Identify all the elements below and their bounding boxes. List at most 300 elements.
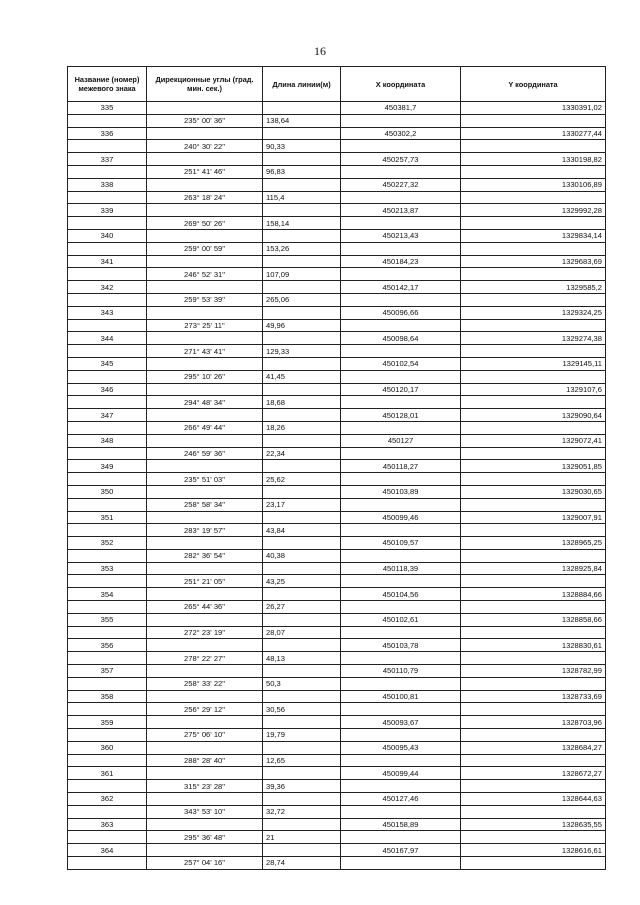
direction-angle-cell bbox=[147, 204, 263, 217]
point-name-cell bbox=[68, 780, 147, 793]
header-length: Длина линии(м) bbox=[263, 67, 341, 102]
x-coordinate-cell: 450257,73 bbox=[341, 153, 461, 166]
line-length-cell: 129,33 bbox=[263, 345, 341, 358]
direction-angle-cell bbox=[147, 281, 263, 294]
line-length-cell bbox=[263, 127, 341, 140]
segment-row bbox=[68, 345, 606, 358]
point-row bbox=[68, 818, 606, 831]
line-length-cell: 138,64 bbox=[263, 114, 341, 127]
point-name-cell bbox=[68, 524, 147, 537]
direction-angle-cell bbox=[147, 767, 263, 780]
line-length-cell: 19,79 bbox=[263, 729, 341, 742]
point-name-cell: 351 bbox=[68, 511, 147, 524]
line-length-cell: 28,07 bbox=[263, 626, 341, 639]
x-coordinate-cell: 450158,89 bbox=[341, 818, 461, 831]
point-name-cell bbox=[68, 729, 147, 742]
x-coordinate-cell: 450128,01 bbox=[341, 409, 461, 422]
x-coordinate-cell bbox=[341, 345, 461, 358]
point-name-cell bbox=[68, 805, 147, 818]
direction-angle-cell bbox=[147, 665, 263, 678]
direction-angle-cell: 273° 25' 11" bbox=[147, 319, 263, 332]
x-coordinate-cell: 450120,17 bbox=[341, 383, 461, 396]
segment-row bbox=[68, 140, 606, 153]
y-coordinate-cell: 1328858,66 bbox=[461, 613, 606, 626]
x-coordinate-cell bbox=[341, 114, 461, 127]
y-coordinate-cell bbox=[461, 140, 606, 153]
y-coordinate-cell: 1329007,91 bbox=[461, 511, 606, 524]
point-name-cell: 347 bbox=[68, 409, 147, 422]
x-coordinate-cell bbox=[341, 140, 461, 153]
point-row bbox=[68, 229, 606, 242]
x-coordinate-cell bbox=[341, 447, 461, 460]
x-coordinate-cell bbox=[341, 575, 461, 588]
page-number: 16 bbox=[314, 44, 326, 58]
point-name-cell bbox=[68, 217, 147, 230]
point-name-cell: 359 bbox=[68, 716, 147, 729]
y-coordinate-cell bbox=[461, 165, 606, 178]
x-coordinate-cell bbox=[341, 421, 461, 434]
direction-angle-cell bbox=[147, 229, 263, 242]
point-row bbox=[68, 204, 606, 217]
point-row bbox=[68, 588, 606, 601]
direction-angle-cell: 315° 23' 28" bbox=[147, 780, 263, 793]
table-body bbox=[68, 102, 606, 870]
direction-angle-cell: 258° 58' 34" bbox=[147, 498, 263, 511]
line-length-cell bbox=[263, 178, 341, 191]
x-coordinate-cell: 450227,32 bbox=[341, 178, 461, 191]
point-name-cell bbox=[68, 140, 147, 153]
segment-row bbox=[68, 805, 606, 818]
point-name-cell bbox=[68, 498, 147, 511]
x-coordinate-cell: 450118,27 bbox=[341, 460, 461, 473]
point-row bbox=[68, 716, 606, 729]
direction-angle-cell: 240° 30' 22" bbox=[147, 140, 263, 153]
x-coordinate-cell: 450213,43 bbox=[341, 229, 461, 242]
direction-angle-cell bbox=[147, 511, 263, 524]
x-coordinate-cell: 450103,78 bbox=[341, 639, 461, 652]
line-length-cell: 153,26 bbox=[263, 242, 341, 255]
point-name-cell: 348 bbox=[68, 434, 147, 447]
direction-angle-cell bbox=[147, 613, 263, 626]
x-coordinate-cell bbox=[341, 677, 461, 690]
y-coordinate-cell bbox=[461, 345, 606, 358]
point-row bbox=[68, 613, 606, 626]
direction-angle-cell: 295° 10' 26" bbox=[147, 370, 263, 383]
direction-angle-cell bbox=[147, 102, 263, 115]
y-coordinate-cell bbox=[461, 729, 606, 742]
point-name-cell bbox=[68, 473, 147, 486]
y-coordinate-cell: 1330106,89 bbox=[461, 178, 606, 191]
line-length-cell bbox=[263, 690, 341, 703]
x-coordinate-cell bbox=[341, 268, 461, 281]
line-length-cell bbox=[263, 793, 341, 806]
point-name-cell: 338 bbox=[68, 178, 147, 191]
point-row bbox=[68, 434, 606, 447]
y-coordinate-cell: 1328884,66 bbox=[461, 588, 606, 601]
segment-row bbox=[68, 626, 606, 639]
point-name-cell: 346 bbox=[68, 383, 147, 396]
direction-angle-cell: 275° 06' 10" bbox=[147, 729, 263, 742]
segment-row bbox=[68, 473, 606, 486]
direction-angle-cell bbox=[147, 844, 263, 857]
line-length-cell: 115,4 bbox=[263, 191, 341, 204]
line-length-cell: 28,74 bbox=[263, 857, 341, 870]
line-length-cell bbox=[263, 204, 341, 217]
x-coordinate-cell bbox=[341, 626, 461, 639]
segment-row bbox=[68, 857, 606, 870]
y-coordinate-cell bbox=[461, 293, 606, 306]
line-length-cell bbox=[263, 383, 341, 396]
y-coordinate-cell bbox=[461, 831, 606, 844]
line-length-cell: 30,56 bbox=[263, 703, 341, 716]
x-coordinate-cell bbox=[341, 370, 461, 383]
y-coordinate-cell: 1330391,02 bbox=[461, 102, 606, 115]
point-row bbox=[68, 639, 606, 652]
line-length-cell: 265,06 bbox=[263, 293, 341, 306]
line-length-cell bbox=[263, 229, 341, 242]
point-name-cell bbox=[68, 268, 147, 281]
x-coordinate-cell: 450099,46 bbox=[341, 511, 461, 524]
y-coordinate-cell: 1328644,63 bbox=[461, 793, 606, 806]
line-length-cell: 12,65 bbox=[263, 754, 341, 767]
y-coordinate-cell bbox=[461, 268, 606, 281]
direction-angle-cell: 256° 29' 12" bbox=[147, 703, 263, 716]
point-name-cell bbox=[68, 191, 147, 204]
x-coordinate-cell: 450095,43 bbox=[341, 741, 461, 754]
line-length-cell bbox=[263, 767, 341, 780]
header-angle: Дирекционные углы (град. мин. сек.) bbox=[147, 67, 263, 102]
line-length-cell bbox=[263, 665, 341, 678]
y-coordinate-cell bbox=[461, 242, 606, 255]
line-length-cell bbox=[263, 306, 341, 319]
point-name-cell bbox=[68, 319, 147, 332]
point-row bbox=[68, 511, 606, 524]
y-coordinate-cell: 1330198,82 bbox=[461, 153, 606, 166]
x-coordinate-cell bbox=[341, 805, 461, 818]
line-length-cell: 40,38 bbox=[263, 549, 341, 562]
x-coordinate-cell: 450098,64 bbox=[341, 332, 461, 345]
segment-row bbox=[68, 217, 606, 230]
boundary-coordinates-table bbox=[67, 66, 606, 870]
point-name-cell bbox=[68, 575, 147, 588]
segment-row bbox=[68, 370, 606, 383]
segment-row bbox=[68, 575, 606, 588]
point-row bbox=[68, 844, 606, 857]
segment-row bbox=[68, 165, 606, 178]
point-name-cell bbox=[68, 396, 147, 409]
direction-angle-cell: 271° 43' 41" bbox=[147, 345, 263, 358]
direction-angle-cell bbox=[147, 741, 263, 754]
point-name-cell bbox=[68, 601, 147, 614]
point-name-cell bbox=[68, 703, 147, 716]
direction-angle-cell: 266° 49' 44" bbox=[147, 421, 263, 434]
point-row bbox=[68, 665, 606, 678]
line-length-cell bbox=[263, 460, 341, 473]
point-name-cell: 363 bbox=[68, 818, 147, 831]
segment-row bbox=[68, 780, 606, 793]
y-coordinate-cell bbox=[461, 319, 606, 332]
x-coordinate-cell: 450184,23 bbox=[341, 255, 461, 268]
x-coordinate-cell bbox=[341, 549, 461, 562]
line-length-cell: 43,25 bbox=[263, 575, 341, 588]
direction-angle-cell bbox=[147, 793, 263, 806]
segment-row bbox=[68, 421, 606, 434]
direction-angle-cell bbox=[147, 460, 263, 473]
point-name-cell bbox=[68, 370, 147, 383]
y-coordinate-cell: 1328965,25 bbox=[461, 537, 606, 550]
point-name-cell: 343 bbox=[68, 306, 147, 319]
segment-row bbox=[68, 601, 606, 614]
direction-angle-cell: 235° 51' 03" bbox=[147, 473, 263, 486]
segment-row bbox=[68, 191, 606, 204]
line-length-cell: 23,17 bbox=[263, 498, 341, 511]
y-coordinate-cell bbox=[461, 370, 606, 383]
y-coordinate-cell: 1329072,41 bbox=[461, 434, 606, 447]
x-coordinate-cell: 450109,57 bbox=[341, 537, 461, 550]
point-name-cell: 345 bbox=[68, 357, 147, 370]
point-name-cell: 337 bbox=[68, 153, 147, 166]
x-coordinate-cell bbox=[341, 857, 461, 870]
segment-row bbox=[68, 396, 606, 409]
y-coordinate-cell bbox=[461, 703, 606, 716]
point-row bbox=[68, 537, 606, 550]
point-row bbox=[68, 690, 606, 703]
line-length-cell bbox=[263, 716, 341, 729]
y-coordinate-cell: 1328672,27 bbox=[461, 767, 606, 780]
y-coordinate-cell: 1328830,61 bbox=[461, 639, 606, 652]
y-coordinate-cell: 1328684,27 bbox=[461, 741, 606, 754]
direction-angle-cell: 283° 19' 57" bbox=[147, 524, 263, 537]
point-row bbox=[68, 357, 606, 370]
line-length-cell: 50,3 bbox=[263, 677, 341, 690]
x-coordinate-cell bbox=[341, 191, 461, 204]
line-length-cell bbox=[263, 255, 341, 268]
point-name-cell: 341 bbox=[68, 255, 147, 268]
x-coordinate-cell bbox=[341, 780, 461, 793]
segment-row bbox=[68, 677, 606, 690]
point-name-cell: 339 bbox=[68, 204, 147, 217]
direction-angle-cell bbox=[147, 409, 263, 422]
y-coordinate-cell: 1329107,6 bbox=[461, 383, 606, 396]
direction-angle-cell bbox=[147, 383, 263, 396]
y-coordinate-cell bbox=[461, 677, 606, 690]
point-name-cell bbox=[68, 421, 147, 434]
x-coordinate-cell bbox=[341, 396, 461, 409]
line-length-cell bbox=[263, 153, 341, 166]
y-coordinate-cell bbox=[461, 575, 606, 588]
line-length-cell bbox=[263, 409, 341, 422]
segment-row bbox=[68, 447, 606, 460]
direction-angle-cell bbox=[147, 178, 263, 191]
point-row bbox=[68, 255, 606, 268]
y-coordinate-cell bbox=[461, 217, 606, 230]
point-name-cell bbox=[68, 345, 147, 358]
x-coordinate-cell bbox=[341, 729, 461, 742]
direction-angle-cell: 282° 36' 54" bbox=[147, 549, 263, 562]
point-name-cell: 344 bbox=[68, 332, 147, 345]
y-coordinate-cell: 1329324,25 bbox=[461, 306, 606, 319]
y-coordinate-cell: 1329992,28 bbox=[461, 204, 606, 217]
point-name-cell: 335 bbox=[68, 102, 147, 115]
direction-angle-cell: 251° 21' 05" bbox=[147, 575, 263, 588]
direction-angle-cell bbox=[147, 818, 263, 831]
y-coordinate-cell: 1329030,65 bbox=[461, 485, 606, 498]
y-coordinate-cell: 1328703,96 bbox=[461, 716, 606, 729]
line-length-cell: 158,14 bbox=[263, 217, 341, 230]
point-name-cell bbox=[68, 857, 147, 870]
y-coordinate-cell: 1329090,64 bbox=[461, 409, 606, 422]
segment-row bbox=[68, 498, 606, 511]
direction-angle-cell: 259° 53' 39" bbox=[147, 293, 263, 306]
x-coordinate-cell bbox=[341, 703, 461, 716]
line-length-cell bbox=[263, 562, 341, 575]
line-length-cell bbox=[263, 588, 341, 601]
point-name-cell: 350 bbox=[68, 485, 147, 498]
y-coordinate-cell: 1329274,38 bbox=[461, 332, 606, 345]
point-name-cell bbox=[68, 677, 147, 690]
point-row bbox=[68, 562, 606, 575]
point-name-cell: 349 bbox=[68, 460, 147, 473]
point-name-cell bbox=[68, 447, 147, 460]
point-name-cell bbox=[68, 754, 147, 767]
line-length-cell: 49,96 bbox=[263, 319, 341, 332]
x-coordinate-cell: 450127,46 bbox=[341, 793, 461, 806]
segment-row bbox=[68, 268, 606, 281]
header-name: Название (номер) межевого знака bbox=[68, 67, 147, 102]
point-name-cell: 364 bbox=[68, 844, 147, 857]
y-coordinate-cell: 1329683,69 bbox=[461, 255, 606, 268]
y-coordinate-cell bbox=[461, 396, 606, 409]
direction-angle-cell: 246° 59' 36" bbox=[147, 447, 263, 460]
line-length-cell bbox=[263, 537, 341, 550]
direction-angle-cell: 246° 52' 31" bbox=[147, 268, 263, 281]
line-length-cell bbox=[263, 357, 341, 370]
point-name-cell bbox=[68, 626, 147, 639]
line-length-cell: 43,84 bbox=[263, 524, 341, 537]
direction-angle-cell: 269° 50' 26" bbox=[147, 217, 263, 230]
line-length-cell bbox=[263, 281, 341, 294]
line-length-cell bbox=[263, 741, 341, 754]
x-coordinate-cell bbox=[341, 242, 461, 255]
point-row bbox=[68, 767, 606, 780]
x-coordinate-cell: 450110,79 bbox=[341, 665, 461, 678]
point-name-cell: 353 bbox=[68, 562, 147, 575]
line-length-cell: 96,83 bbox=[263, 165, 341, 178]
line-length-cell: 48,13 bbox=[263, 652, 341, 665]
point-name-cell: 352 bbox=[68, 537, 147, 550]
x-coordinate-cell: 450302,2 bbox=[341, 127, 461, 140]
direction-angle-cell bbox=[147, 690, 263, 703]
direction-angle-cell: 263° 18' 24" bbox=[147, 191, 263, 204]
header-y: Y координата bbox=[461, 67, 606, 102]
line-length-cell: 41,45 bbox=[263, 370, 341, 383]
segment-row bbox=[68, 319, 606, 332]
direction-angle-cell bbox=[147, 434, 263, 447]
point-name-cell: 362 bbox=[68, 793, 147, 806]
x-coordinate-cell bbox=[341, 293, 461, 306]
table-header-row bbox=[68, 67, 606, 102]
line-length-cell bbox=[263, 613, 341, 626]
direction-angle-cell bbox=[147, 332, 263, 345]
line-length-cell: 18,68 bbox=[263, 396, 341, 409]
header-x: X координата bbox=[341, 67, 461, 102]
y-coordinate-cell bbox=[461, 421, 606, 434]
x-coordinate-cell: 450103,89 bbox=[341, 485, 461, 498]
y-coordinate-cell bbox=[461, 652, 606, 665]
point-name-cell: 354 bbox=[68, 588, 147, 601]
point-row bbox=[68, 178, 606, 191]
line-length-cell: 26,27 bbox=[263, 601, 341, 614]
segment-row bbox=[68, 293, 606, 306]
line-length-cell: 90,33 bbox=[263, 140, 341, 153]
x-coordinate-cell bbox=[341, 601, 461, 614]
direction-angle-cell bbox=[147, 153, 263, 166]
x-coordinate-cell: 450118,39 bbox=[341, 562, 461, 575]
point-name-cell bbox=[68, 165, 147, 178]
y-coordinate-cell: 1329585,2 bbox=[461, 281, 606, 294]
point-name-cell: 356 bbox=[68, 639, 147, 652]
point-name-cell: 342 bbox=[68, 281, 147, 294]
x-coordinate-cell: 450100,81 bbox=[341, 690, 461, 703]
line-length-cell bbox=[263, 102, 341, 115]
point-name-cell bbox=[68, 242, 147, 255]
y-coordinate-cell bbox=[461, 524, 606, 537]
x-coordinate-cell: 450096,66 bbox=[341, 306, 461, 319]
direction-angle-cell: 288° 28' 40" bbox=[147, 754, 263, 767]
line-length-cell: 21 bbox=[263, 831, 341, 844]
y-coordinate-cell: 1328925,84 bbox=[461, 562, 606, 575]
segment-row bbox=[68, 549, 606, 562]
direction-angle-cell: 295° 36' 48" bbox=[147, 831, 263, 844]
direction-angle-cell bbox=[147, 537, 263, 550]
y-coordinate-cell: 1328733,69 bbox=[461, 690, 606, 703]
point-name-cell: 355 bbox=[68, 613, 147, 626]
line-length-cell bbox=[263, 844, 341, 857]
direction-angle-cell bbox=[147, 588, 263, 601]
y-coordinate-cell: 1328635,55 bbox=[461, 818, 606, 831]
point-row bbox=[68, 102, 606, 115]
y-coordinate-cell: 1330277,44 bbox=[461, 127, 606, 140]
direction-angle-cell bbox=[147, 255, 263, 268]
y-coordinate-cell bbox=[461, 498, 606, 511]
direction-angle-cell: 343° 53' 10" bbox=[147, 805, 263, 818]
line-length-cell: 32,72 bbox=[263, 805, 341, 818]
segment-row bbox=[68, 524, 606, 537]
x-coordinate-cell: 450104,56 bbox=[341, 588, 461, 601]
direction-angle-cell bbox=[147, 357, 263, 370]
y-coordinate-cell bbox=[461, 473, 606, 486]
y-coordinate-cell bbox=[461, 114, 606, 127]
direction-angle-cell bbox=[147, 562, 263, 575]
y-coordinate-cell bbox=[461, 857, 606, 870]
x-coordinate-cell: 450102,61 bbox=[341, 613, 461, 626]
point-name-cell bbox=[68, 652, 147, 665]
point-name-cell bbox=[68, 293, 147, 306]
segment-row bbox=[68, 242, 606, 255]
direction-angle-cell: 272° 23' 19" bbox=[147, 626, 263, 639]
direction-angle-cell bbox=[147, 485, 263, 498]
x-coordinate-cell: 450142,17 bbox=[341, 281, 461, 294]
line-length-cell bbox=[263, 818, 341, 831]
point-row bbox=[68, 281, 606, 294]
direction-angle-cell: 257° 04' 16" bbox=[147, 857, 263, 870]
point-row bbox=[68, 793, 606, 806]
y-coordinate-cell bbox=[461, 447, 606, 460]
y-coordinate-cell bbox=[461, 601, 606, 614]
x-coordinate-cell bbox=[341, 473, 461, 486]
x-coordinate-cell bbox=[341, 319, 461, 332]
point-row bbox=[68, 153, 606, 166]
